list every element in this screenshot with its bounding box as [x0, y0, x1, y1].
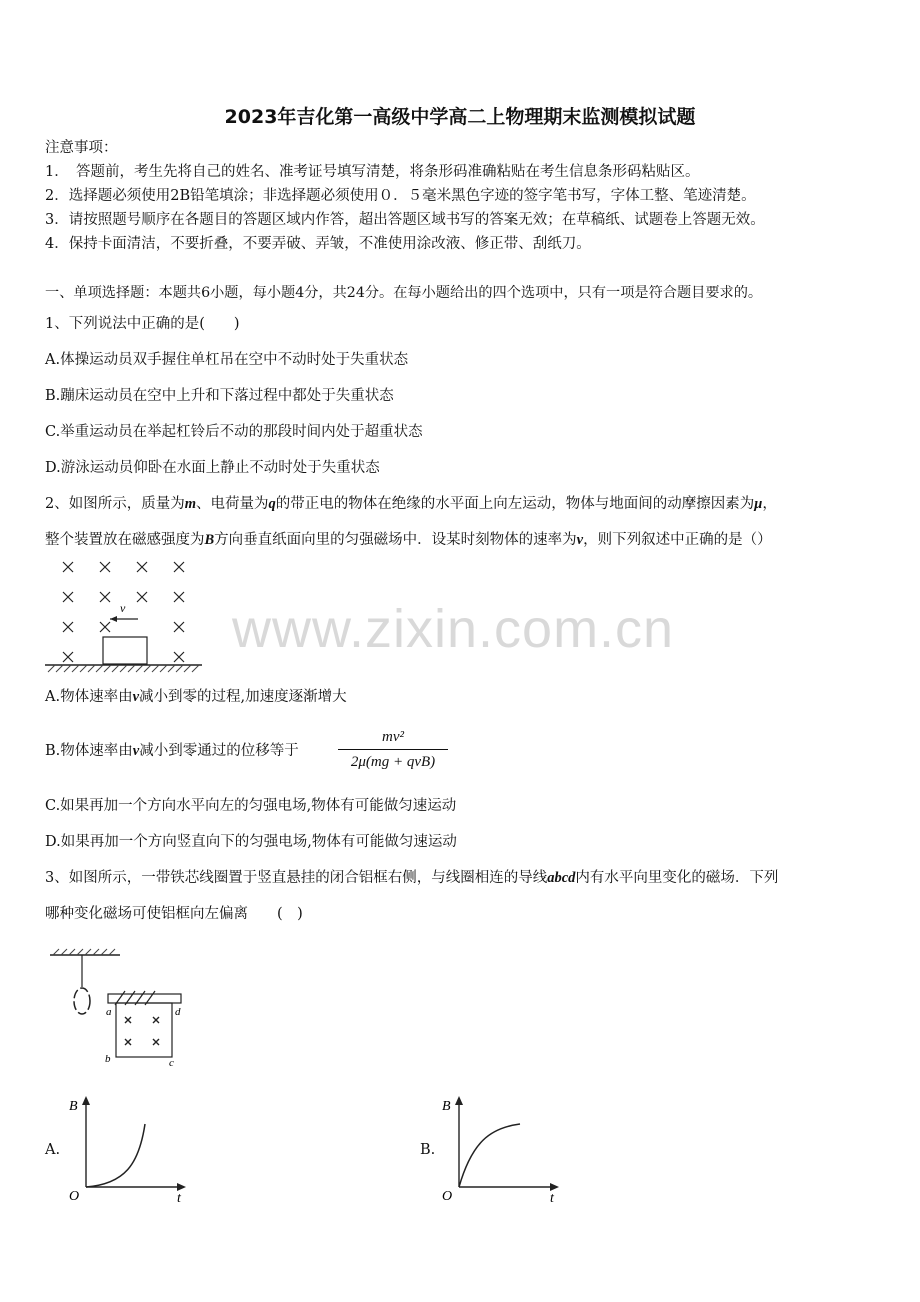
ceiling-hatch: [53, 949, 115, 955]
watermark: www.zixin.com.cn: [232, 599, 675, 659]
q2-option-c: C.如果再加一个方向水平向左的匀强电场,物体有可能做匀速运动: [45, 798, 457, 814]
charged-block: [103, 637, 147, 664]
field-crosses: [125, 1017, 159, 1045]
q1-option-a: A.体操运动员双手握住单杠吊在空中不动时处于失重状态: [45, 352, 409, 368]
notice-item-4: 4．保持卡面清洁，不要折叠，不要弄破、弄皱，不准使用涂改液、修正带、刮纸刀。: [45, 236, 591, 252]
q3-option-a-label: A.: [45, 1142, 61, 1158]
section-heading: 一、单项选择题：本题共6小题，每小题4分，共24分。在每小题给出的四个选项中，只有一项是符合题目要求的。: [45, 285, 763, 301]
curve-a: [86, 1124, 145, 1187]
q1-option-d: D.游泳运动员仰卧在水面上静止不动时处于失重状态: [45, 460, 380, 476]
origin-label: O: [69, 1189, 80, 1204]
x-axis-label: t: [550, 1191, 554, 1206]
notice-item-2: 2．选择题必须使用2B铅笔填涂；非选择题必须使用０．５毫米黑色字迹的签字笔书写，字体工整、笔迹清楚。: [45, 188, 756, 204]
q3-stem-line2: 哪种变化磁场可使铝框向左偏离 ( ): [45, 906, 303, 922]
q2-stem-line1: 2、如图所示，质量为m、电荷量为q的带正电的物体在绝缘的水平面上向左运动，物体与地面间的动摩擦因素为μ，: [45, 496, 777, 512]
x-axis-label: t: [177, 1191, 181, 1206]
field-region-abcd: [116, 1003, 172, 1057]
q3-option-b-label: B.: [420, 1142, 436, 1158]
q1-option-b: B.蹦床运动员在空中上升和下落过程中都处于失重状态: [45, 388, 394, 404]
fraction-bar: [338, 749, 448, 750]
q2-displacement-fraction: [338, 726, 448, 773]
notice-item-1: 1． 答题前，考生先将自己的姓名、准考证号填写清楚，将条形码准确粘贴在考生信息条形码粘贴区。: [45, 164, 700, 180]
curve-b: [459, 1124, 520, 1187]
y-axis-label: B: [69, 1099, 78, 1114]
origin-label: O: [442, 1189, 453, 1204]
y-axis-arrow: [455, 1096, 463, 1105]
velocity-arrow: [110, 616, 138, 622]
label-d: d: [175, 1006, 181, 1018]
q2-option-a: A.物体速率由v减小到零的过程,加速度逐渐增大: [45, 689, 347, 705]
q1-stem: 1、下列说法中正确的是( ): [45, 316, 240, 332]
velocity-label: v: [120, 601, 126, 615]
q3-graph-b: [438, 1092, 568, 1207]
q3-figure: [45, 945, 195, 1070]
q2-option-b: B.物体速率由v减小到零通过的位移等于: [45, 743, 299, 759]
y-axis-label: B: [442, 1099, 451, 1114]
x-axis-arrow: [177, 1183, 186, 1191]
q1-option-c: C.举重运动员在举起杠铃后不动的那段时间内处于超重状态: [45, 424, 423, 440]
page-title: 2023年吉化第一高级中学高二上物理期末监测模拟试题: [224, 106, 696, 128]
q2-stem-line2: 整个装置放在磁感强度为B方向垂直纸面向里的匀强磁场中．设某时刻物体的速率为v，则下列叙述中正确的是（）: [45, 532, 772, 548]
aluminum-ring: [74, 988, 90, 1014]
q2-option-d: D.如果再加一个方向竖直向下的匀强电场,物体有可能做匀速运动: [45, 834, 457, 850]
label-a: a: [106, 1006, 112, 1018]
q3-graph-a: [65, 1092, 195, 1207]
notice-item-3: 3．请按照题号顺序在各题目的答题区域内作答，超出答题区域书写的答案无效；在草稿纸、试题卷上答题无效。: [45, 212, 765, 228]
y-axis-arrow: [82, 1096, 90, 1105]
ground-hatch: [48, 665, 199, 672]
q3-stem-line1: 3、如图所示，一带铁芯线圈置于竖直悬挂的闭合铝框右侧，与线圈相连的导线abcd内有水平向里变化的磁场．下列: [45, 870, 779, 886]
fraction-numerator: mv²: [382, 729, 404, 745]
x-axis-arrow: [550, 1183, 559, 1191]
notice-heading: 注意事项：: [45, 140, 118, 156]
q2-figure: [40, 555, 210, 675]
label-c: c: [169, 1057, 174, 1069]
fraction-denominator: 2μ(mg + qvB): [350, 754, 436, 770]
label-b: b: [105, 1053, 111, 1065]
